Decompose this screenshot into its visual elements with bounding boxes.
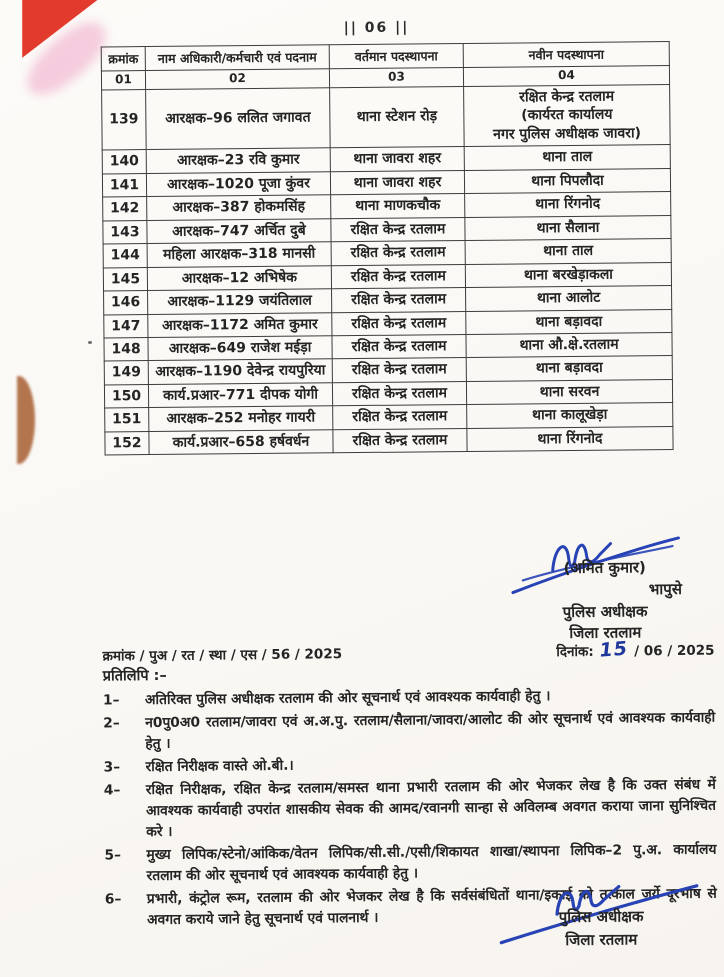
- cell-sno: 149: [104, 361, 148, 385]
- cell-new: थाना रिंगनोद: [467, 426, 673, 451]
- cell-current: थाना माणकचौक: [331, 194, 465, 219]
- header-current-posting: वर्तमान पदस्थापना: [329, 44, 463, 69]
- cell-new: थाना रिंगनोद: [465, 192, 671, 217]
- cell-name: आरक्षक–12 अभिषेक: [147, 265, 331, 290]
- page-number: || 06 ||: [343, 19, 410, 37]
- copy-items-list: [103, 685, 717, 932]
- cell-sno: 147: [104, 314, 148, 338]
- cell-name: आरक्षक–96 ललित जगावत: [146, 88, 331, 150]
- signatory-service: भापुसे: [648, 579, 683, 599]
- cell-sno: 152: [105, 431, 149, 455]
- copy-item-number: 4–: [103, 782, 121, 799]
- cell-current: रक्षित केन्द्र रतलाम: [331, 241, 465, 266]
- handwritten-date-day: 15: [598, 637, 629, 662]
- cell-current: रक्षित केन्द्र रतलाम: [332, 381, 466, 406]
- cell-new: थाना बरखेड़ाकला: [465, 262, 671, 287]
- copy-item: [104, 752, 716, 779]
- cell-sno: 143: [103, 220, 147, 244]
- copy-item-text: मुख्य लिपिक/स्टेनो/आंकिक/वेतन लिपिक/सी.सी./एसी/शिकायत शाखा/स्थापना लिपिक–2 पु.अ. कार्यालय रतलाम की ओर सूचनार्थ एवं आवश्यक कार्यवाही हेतु ।: [146, 841, 717, 884]
- cell-sno: 142: [103, 197, 147, 221]
- cell-new: थाना ताल: [465, 239, 671, 264]
- signatory-name: (अमित कुमार): [563, 558, 646, 578]
- cell-new: थाना सरवन: [466, 379, 672, 404]
- copy-item-text: अतिरिक्त पुलिस अधीक्षक रतलाम की ओर सूचनार्थ एवं आवश्यक कार्यवाही हेतु ।: [144, 688, 551, 709]
- cell-current: रक्षित केन्द्र रतलाम: [331, 264, 465, 289]
- cell-new: थाना ताल: [464, 145, 670, 170]
- table-row: [102, 84, 671, 150]
- cell-current: रक्षित केन्द्र रतलाम: [333, 405, 467, 430]
- copy-item-text: रक्षित निरीक्षक वास्ते ओ.बी.।: [145, 757, 294, 776]
- cell-sno: 150: [104, 384, 148, 408]
- cell-sno: 140: [102, 150, 146, 174]
- cell-name: आरक्षक–387 होकमसिंह: [147, 195, 331, 220]
- cell-name: कार्य.प्रआर–771 दीपक योगी: [148, 383, 332, 408]
- cell-sno: 144: [103, 244, 147, 268]
- cell-name: आरक्षक–649 राजेश मईड़ा: [148, 336, 332, 361]
- cell-name: महिला आरक्षक–318 मानसी: [147, 242, 331, 267]
- cell-name: आरक्षक–23 रवि कुमार: [146, 148, 330, 173]
- copy-item-number: 2–: [103, 715, 120, 732]
- cell-current: रक्षित केन्द्र रतलाम: [333, 428, 467, 453]
- copy-item-number: 5–: [104, 847, 122, 864]
- date-line: [556, 638, 714, 662]
- cell-new: थाना बड़ावदा: [466, 309, 672, 334]
- copy-item-text: प्रभारी, कंट्रोल रूम, रतलाम की ओर भेजकर लेख है कि सर्वसंबंधितों थाना/इकाई को तत्काल जर्ये दूरभाष से अवगत कराये जाने हेतु सूचनार्थ एवं पालनार्थ ।: [146, 885, 717, 928]
- cell-new: थाना पिपलौदा: [464, 168, 670, 193]
- cell-name: आरक्षक–1172 अमित कुमार: [148, 312, 332, 337]
- signatory-designation: पुलिस अधीक्षक: [562, 601, 648, 621]
- cell-new: रक्षित केन्द्र रतलाम (कार्यरत कार्यालय नगर पुलिस अधीक्षक जावरा): [464, 84, 671, 146]
- copy-item-number: 6–: [104, 891, 122, 908]
- column-number: 02: [145, 69, 329, 90]
- cell-new: थाना बड़ावदा: [466, 356, 672, 381]
- copy-item: [104, 839, 716, 887]
- cell-sno: 151: [105, 408, 149, 432]
- copy-item: [103, 708, 715, 756]
- cell-name: आरक्षक–747 अर्चित दुबे: [147, 218, 331, 243]
- column-number: 03: [329, 68, 463, 88]
- cell-new: थाना कालूखेड़ा: [467, 403, 673, 428]
- reference-number: क्रमांक / पुअ / रत / स्था / एस / 56 / 2025: [102, 646, 343, 665]
- copy-item-number: 1–: [102, 692, 120, 709]
- cell-current: थाना जावरा शहर: [330, 170, 464, 195]
- column-number: 04: [463, 66, 669, 87]
- cell-sno: 146: [104, 291, 148, 315]
- cell-new: थाना सैलाना: [465, 215, 671, 240]
- cell-current: रक्षित केन्द्र रतलाम: [332, 288, 466, 313]
- cell-name: आरक्षक–1190 देवेन्द्र रायपुरिया: [148, 359, 332, 384]
- cell-name: आरक्षक–252 मनोहर गायरी: [149, 406, 333, 431]
- cell-new: थाना आलोट: [466, 286, 672, 311]
- date-label: दिनांक:: [556, 643, 594, 661]
- signatory-district: जिला रतलाम: [569, 623, 642, 643]
- cell-current: रक्षित केन्द्र रतलाम: [332, 311, 466, 336]
- cell-sno: 139: [102, 89, 147, 150]
- cell-name: आरक्षक–1129 जयंतिलाल: [148, 289, 332, 314]
- cell-current: थाना जावरा शहर: [330, 147, 464, 172]
- table-body: [102, 84, 673, 455]
- copy-item-text: न0पु0अ0 रतलाम/जावरा एवं अ.अ.पु. रतलाम/सैलाना/जावरा/आलोट की ओर सूचनार्थ एवं आवश्यक कार्यवाही हेतु ।: [145, 709, 716, 753]
- table-row: [105, 426, 673, 455]
- footer-district: जिला रतलाम: [565, 929, 638, 949]
- header-officer-name: नाम अधिकारी/कर्मचारी एवं पदनाम: [145, 45, 329, 71]
- cell-name: कार्य.प्रआर–658 हर्षवर्धन: [149, 430, 333, 455]
- copy-section-label: प्रतिलिपि :–: [102, 667, 167, 685]
- cell-sno: 145: [103, 267, 147, 291]
- cell-sno: 148: [104, 338, 148, 362]
- date-month-year: / 06 / 2025: [634, 642, 715, 660]
- footer-signature-block: [511, 905, 691, 952]
- header-new-posting: नवीन पदस्थापना: [463, 42, 669, 68]
- copy-item-text: रक्षित निरीक्षक, रक्षित केन्द्र रतलाम/समस्त थाना प्रभारी रतलाम की ओर भेजकर लेख है कि उक्त संबंध में आवश्यक कार्यवाही उपरांत शासकीय सेवक की आमद/रवानगी सान्हा से अविलम्ब अवगत कराया जाना सुनिश्चित करे ।: [145, 776, 717, 840]
- cell-current: थाना स्टेशन रोड़: [330, 86, 465, 148]
- transfer-order-table: [101, 41, 674, 456]
- cell-new: थाना औ.क्षे.रतलाम: [466, 333, 672, 358]
- copy-item: [104, 775, 717, 844]
- cell-sno: 141: [102, 173, 146, 197]
- cell-current: रक्षित केन्द्र रतलाम: [331, 217, 465, 242]
- cell-current: रक्षित केन्द्र रतलाम: [332, 334, 466, 359]
- cell-name: आरक्षक–1020 पूजा कुंवर: [146, 171, 330, 196]
- copy-distribution-section: [103, 660, 718, 934]
- signature-block: [500, 557, 711, 646]
- cell-current: रक्षित केन्द्र रतलाम: [332, 358, 466, 383]
- header-serial-number: क्रमांक: [101, 47, 145, 71]
- copy-item: [103, 685, 715, 712]
- column-number: 01: [101, 71, 145, 90]
- footer-designation: पुलिस अधीक्षक: [558, 907, 644, 927]
- copy-item-number: 3–: [103, 759, 121, 776]
